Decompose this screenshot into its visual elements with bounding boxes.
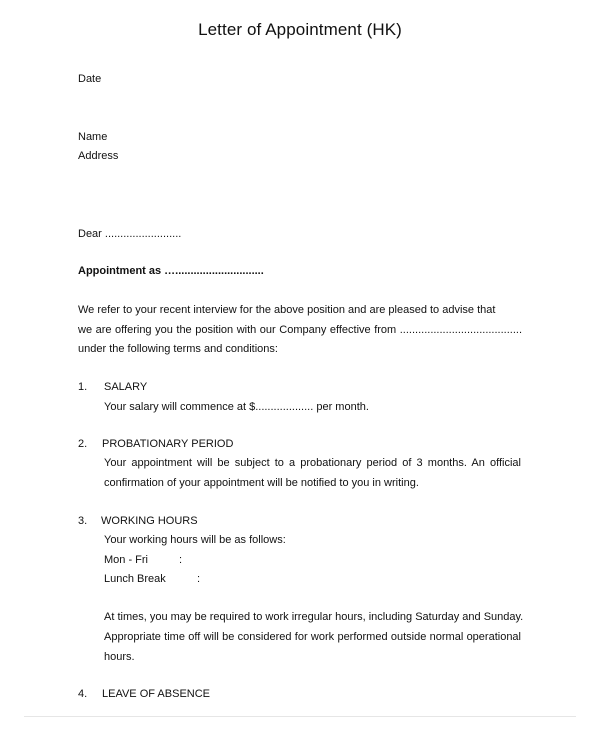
address-label: Address [78, 150, 119, 162]
intro-line: under the following terms and conditions: [78, 343, 278, 355]
section-number: 1. [78, 381, 88, 393]
date-label: Date [78, 73, 102, 85]
section-number: 2. [78, 438, 88, 450]
section-text: Your appointment will be subject to a probationary period of 3 months. An official [104, 457, 521, 469]
name-label: Name [78, 131, 108, 143]
section-text: confirmation of your appointment will be notified to you in writing. [104, 477, 419, 489]
intro-line: We refer to your recent interview for the above position and are pleased to advise that [78, 304, 496, 316]
page-bottom-rule [24, 716, 576, 717]
section-heading: SALARY [104, 381, 148, 393]
section-heading: PROBATIONARY PERIOD [102, 438, 234, 450]
section-heading: LEAVE OF ABSENCE [102, 688, 211, 700]
schedule-colon: : [179, 554, 183, 566]
section-text: Your working hours will be as follows: [104, 534, 286, 546]
section-text: Your salary will commence at $................... per month. [104, 401, 369, 413]
document-title: Letter of Appointment (HK) [198, 20, 402, 39]
appointment-line: Appointment as …............................. [78, 265, 264, 277]
section-number: 4. [78, 688, 88, 700]
intro-line: we are offering you the position with our Company effective from ........................................ [78, 324, 522, 336]
section-number: 3. [78, 515, 88, 527]
section-heading: WORKING HOURS [101, 515, 198, 527]
salutation: Dear ......................... [78, 228, 182, 240]
section-text: At times, you may be required to work irregular hours, including Saturday and Sunday. [104, 611, 524, 623]
section-text: hours. [104, 651, 135, 663]
schedule-colon: : [197, 573, 201, 585]
schedule-label: Mon - Fri [104, 554, 148, 566]
schedule-label: Lunch Break [104, 573, 166, 585]
section-text: Appropriate time off will be considered for work performed outside normal operational [104, 631, 521, 643]
